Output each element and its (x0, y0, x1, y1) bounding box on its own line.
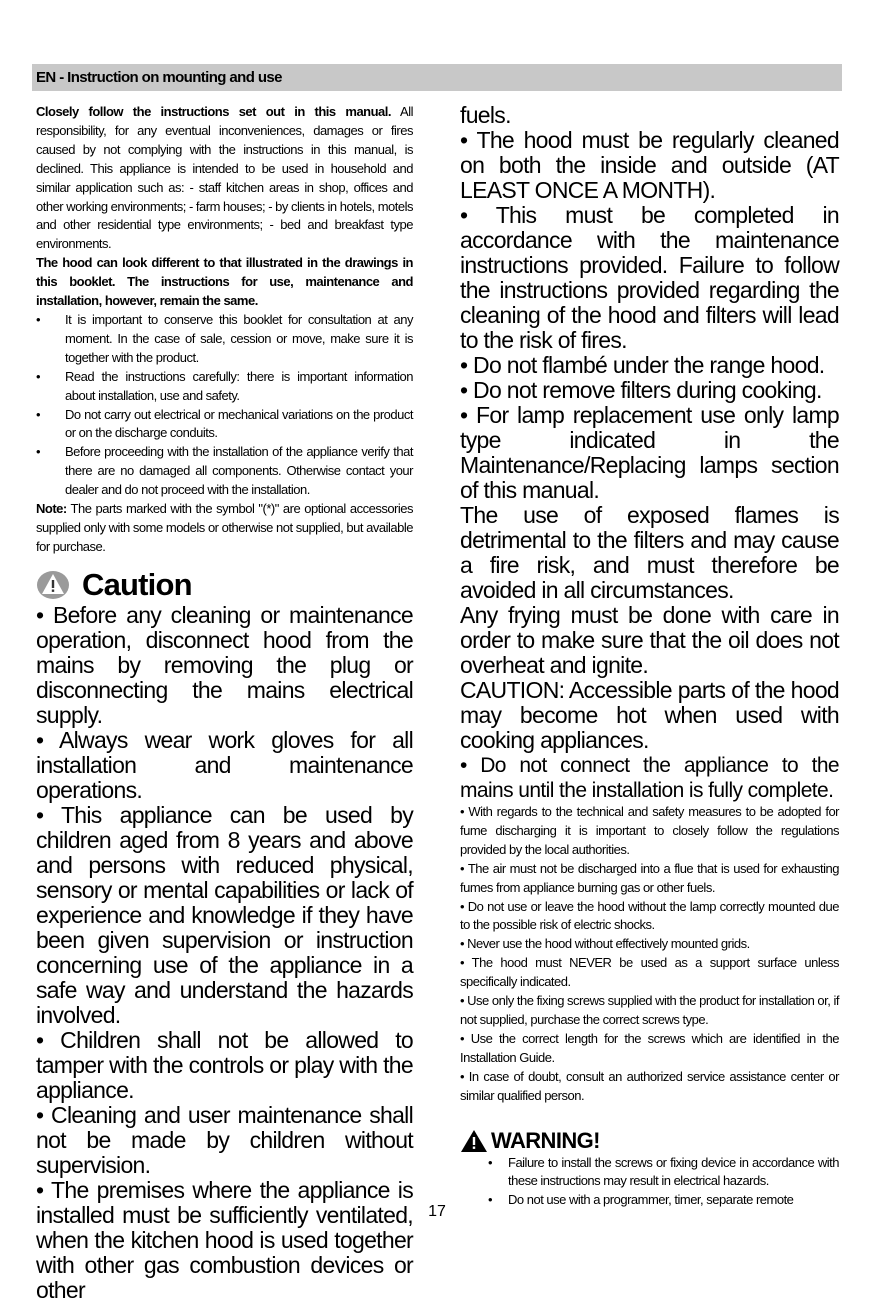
safety-item: • Use the correct length for the screws which are identified in the Installation Guide. (460, 1030, 839, 1065)
list-item (36, 406, 413, 444)
caution-item: • Do not remove filters during cooking. (460, 377, 822, 403)
bullet-icon: • (488, 1154, 493, 1170)
warning-triangle-icon (460, 1129, 488, 1153)
bullet-icon: • (36, 444, 41, 460)
caution-item: • Before any cleaning or maintenance operation, disconnect hood from the mains by removing the plug or disconnecting the mains electrical supply. (36, 601, 413, 728)
left-column (36, 103, 413, 1303)
list-item (460, 1154, 839, 1192)
intro-text: All responsibility, for any eventual inconveniences, damages or fires caused by not complying with the instructions in this manual, is declined. This appliance is intended to be used in household and similar application such as: - staff kitchen areas in shop, offices and other working environments; - farm houses; - by clients in hotels, motels and other residential type environments; - bed and breakfast type environments. (36, 104, 413, 252)
section-header (32, 64, 842, 91)
safety-item: • Use only the fixing screws supplied with the product for installation or, if not supplied, purchase the correct screws type. (460, 993, 839, 1027)
caution-item: fuels. (460, 102, 511, 128)
caution-item: • The hood must be regularly cleaned on both the inside and outside (AT LEAST ONCE A MONTH). (460, 127, 839, 203)
list-item-text: Do not use with a programmer, timer, separate remote (508, 1192, 794, 1208)
caution-heading (36, 567, 413, 603)
warning-title: WARNING! (491, 1127, 600, 1153)
safety-item: • Never use the hood without effectively mounted grids. (460, 936, 750, 952)
list-item-text: Failure to install the screws or fixing device in accordance with these instructions may result in electrical hazards. (508, 1154, 839, 1189)
caution-item: Any frying must be done with care in order to make sure that the oil does not overheat and ignite. (460, 602, 839, 678)
bullet-icon: • (488, 1192, 493, 1208)
note-label: Note: (36, 501, 67, 517)
list-item-text: Before proceeding with the installation of the appliance verify that there are no damaged all components. Otherwise contact your dealer and do not proceed with the installation. (65, 444, 413, 498)
list-item-text: Do not carry out electrical or mechanical variations on the product or on the discharge conduits. (65, 406, 413, 441)
safety-item: • Do not use or leave the hood without the lamp correctly mounted due to the possible risk of electric shocks. (460, 898, 839, 933)
warning-circle-icon (36, 570, 70, 600)
warning-heading (460, 1128, 839, 1154)
intro-bold: Closely follow the instructions set out in this manual. (36, 104, 392, 119)
caution-item: • Cleaning and user maintenance shall not be made by children without supervision. (36, 1101, 413, 1178)
safety-item: • With regards to the technical and safety measures to be adopted for fume discharging it is important to closely follow the regulations provided by the local authorities. (460, 804, 839, 857)
list-item (36, 443, 413, 500)
caution-item: • Do not flambé under the range hood. (460, 352, 825, 378)
safety-item: • In case of doubt, consult an authorized service assistance center or similar qualified person. (460, 1068, 839, 1103)
list-item-text: It is important to conserve this booklet for consultation at any moment. In the case of sale, cession or move, make sure it is together with the product. (65, 311, 413, 365)
note-text: The parts marked with the symbol "(*)" are optional accessories supplied only with some models or otherwise not supplied, but available for purchase. (36, 501, 413, 554)
bullet-icon: • (36, 311, 41, 327)
bullet-icon: • (36, 406, 41, 422)
page-number: 17 (428, 1203, 446, 1220)
list-item-text: Read the instructions carefully: there is important information about installation, use and safety. (65, 368, 413, 403)
hood-note (36, 254, 413, 311)
caution-item: CAUTION: Accessible parts of the hood may become hot when used with cooking appliances. (460, 677, 839, 753)
caution-item: • For lamp replacement use only lamp type indicated in the Maintenance/Replacing lamps section of this manual. (460, 402, 839, 503)
caution-item: • The premises where the appliance is installed must be sufficiently ventilated, when the kitchen hood is used together with other gas combustion devices or other (36, 1176, 413, 1303)
safety-item: • The hood must NEVER be used as a support surface unless specifically indicated. (460, 955, 839, 990)
note-paragraph (36, 500, 413, 557)
caution-item: • This must be completed in accordance with the maintenance instructions provided. Failure to follow the instructions provided regarding the cleaning of the hood and filters will lead to the risk of fires. (460, 202, 839, 353)
hood-note-text: The hood can look different to that illustrated in the drawings in this booklet. The instructions for use, maintenance and installation, however, remain the same. (36, 255, 413, 309)
caution-item: • Always wear work gloves for all installation and maintenance operations. (36, 726, 413, 803)
caution-item: The use of exposed flames is detrimental to the filters and may cause a fire risk, and must therefore be avoided in all circumstances. (460, 502, 839, 603)
intro-paragraph (36, 103, 413, 254)
list-item (36, 368, 413, 406)
caution-title: Caution (82, 566, 192, 602)
right-column (460, 103, 839, 1210)
section-title: EN - Instruction on mounting and use (36, 69, 282, 86)
list-item (36, 311, 413, 368)
caution-item: • Children shall not be allowed to tamper with the controls or play with the appliance. (36, 1026, 413, 1103)
caution-item: • This appliance can be used by children aged from 8 years and above and persons with reduced physical, sensory or mental capabilities or lack of experience and knowledge if they have been given supervision or instruction concerning use of the appliance in a safe way and understand the hazards involved. (36, 801, 413, 1028)
safety-item: • The air must not be discharged into a flue that is used for exhausting fumes from appliance burning gas or other fuels. (460, 860, 839, 895)
caution-item: • Do not connect the appliance to the mains until the installation is fully complete. (460, 754, 839, 802)
bullet-icon: • (36, 368, 41, 384)
